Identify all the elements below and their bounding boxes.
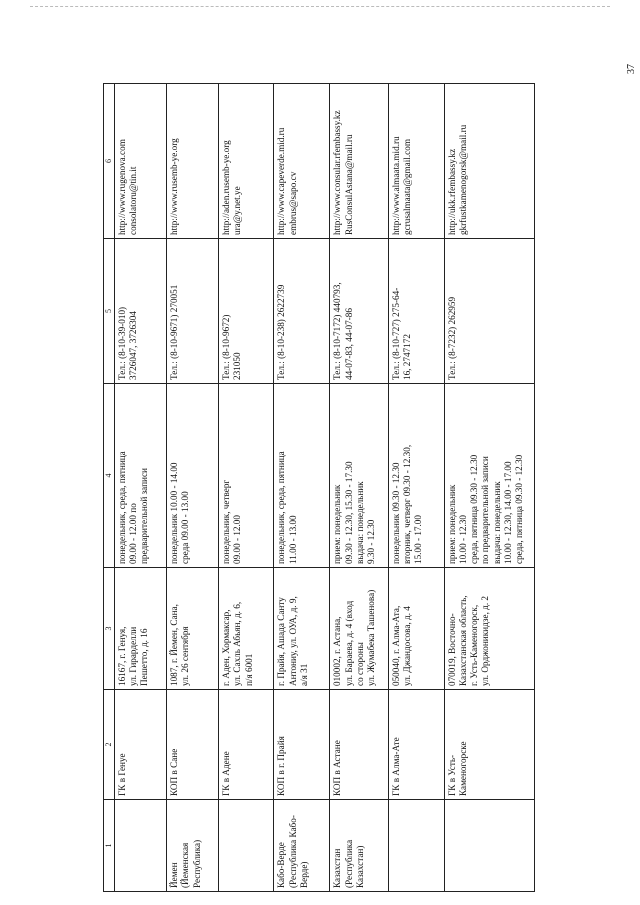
address-cell: [115, 568, 167, 690]
cell-line[interactable]: http://ukk.rfembassy.kz: [446, 148, 457, 235]
cell-line: понедельник 10.00 - 14.00: [169, 462, 180, 564]
cell-line: понедельник, среда, пятница: [117, 451, 127, 564]
phone-cell: [115, 239, 167, 384]
cell-line: г. Усть-Каменогорск,: [469, 604, 480, 686]
table-row: [330, 84, 388, 892]
cell-line: ул. Жумабека Ташенова): [366, 589, 377, 686]
office-cell: [444, 690, 534, 800]
table-row: [444, 84, 534, 892]
cell-line: Казахстан): [354, 845, 365, 888]
scan-edge: [30, 6, 610, 7]
cell-line: 15.00 - 17.00: [413, 515, 424, 564]
cell-line: Каменогорске: [457, 741, 468, 796]
column-header: 6: [104, 84, 115, 239]
address-cell: [444, 568, 534, 690]
office-cell: [219, 690, 274, 800]
country-cell: [388, 800, 444, 892]
phone-cell: [167, 239, 219, 384]
cell-line: Йемен: [169, 862, 180, 888]
phone-cell: [444, 239, 534, 384]
cell-line: 09.00 - 12.00 по: [128, 503, 139, 564]
cell-line: ул. Джандосова, д. 4: [401, 606, 412, 686]
contact-cell: [388, 84, 444, 239]
contact-cell: [167, 84, 219, 239]
cell-line[interactable]: RusConsulAstana@mail.ru: [343, 134, 354, 235]
table-body: [115, 84, 535, 892]
cell-line: среда, пятница 09.30 - 12.30: [469, 454, 480, 564]
cell-line: среда, пятница 09.30 - 12.30: [514, 454, 525, 564]
country-cell: [167, 800, 219, 892]
hours-cell: [330, 384, 388, 568]
phone-cell: [388, 239, 444, 384]
cell-line: (Йеменская: [180, 842, 191, 888]
office-cell: [274, 690, 330, 800]
phone-cell: [274, 239, 330, 384]
cell-line[interactable]: http://aden.rusemb-ye.org: [221, 140, 232, 235]
cell-line: 09.00 - 12.00: [232, 515, 243, 564]
cell-line: Тел.: (8-10-7172) 440793,: [332, 282, 343, 380]
cell-line: со стороны: [354, 642, 365, 686]
table-row: [167, 84, 219, 892]
cell-line: Казахстанская область,: [457, 595, 468, 686]
cell-line: Пешетто, д. 16: [139, 628, 150, 686]
cell-line[interactable]: ura@y.net.ye: [232, 186, 243, 235]
contact-cell: [274, 84, 330, 239]
cell-line[interactable]: http://www.rugenova.com: [117, 139, 127, 235]
table-row: [219, 84, 274, 892]
cell-line: 44-07-83, 44-07-86: [343, 308, 354, 380]
table-row: [274, 84, 330, 892]
cell-line: ГК в Усть-: [446, 754, 457, 796]
cell-line: ул. Сахль Абьян, д. 6,: [232, 601, 243, 686]
country-cell: [330, 800, 388, 892]
cell-line: Казахстан: [332, 848, 343, 888]
cell-line[interactable]: gkrfustkamenogorsk@mail.ru: [457, 124, 468, 235]
cell-line[interactable]: http://www.almaata.mid.ru: [390, 136, 401, 235]
table-row: [115, 84, 167, 892]
cell-line: Кабо-Верде: [276, 842, 287, 888]
cell-line[interactable]: embrus@sapo.cv: [287, 171, 298, 235]
cell-line: Верде): [298, 861, 309, 888]
cell-line: 050040, г. Алма-Ата,: [390, 605, 401, 686]
cell-line: Антониу, ул. ОУА, д. 9,: [287, 596, 298, 686]
cell-line: прием: понедельник: [446, 484, 457, 564]
cell-line: Тел.: (8-10-238) 2622739: [276, 284, 287, 380]
cell-line: КОП в Астане: [332, 740, 343, 796]
cell-line: 070019, Восточно-: [446, 613, 457, 686]
cell-line: 9.30 - 12.30: [366, 519, 377, 564]
cell-line[interactable]: http://www.consular.rfembassy.kz: [332, 110, 343, 235]
cell-line: г. Аден, Хормаксар,: [221, 609, 232, 686]
office-cell: [330, 690, 388, 800]
cell-line: прием: понедельник: [332, 484, 343, 564]
cell-line: г. Прайя, Ашада Санту: [276, 597, 287, 686]
contact-cell: [219, 84, 274, 239]
cell-line: 010002, г. Астана,: [332, 616, 343, 686]
cell-line: выдача: понедельник: [491, 481, 502, 564]
hours-cell: [219, 384, 274, 568]
cell-line: КОП в Сане: [169, 748, 180, 796]
address-cell: [219, 568, 274, 690]
cell-line: 3726047, 3726304: [128, 311, 139, 380]
address-cell: [167, 568, 219, 690]
cell-line: (Республика Кабо-: [287, 815, 298, 888]
cell-line: 231050: [232, 352, 243, 380]
office-cell: [167, 690, 219, 800]
country-cell: [444, 800, 534, 892]
cell-line: понедельник, среда, пятница: [276, 451, 287, 564]
hours-cell: [115, 384, 167, 568]
cell-line: 10.00 - 12.30, 14.00 - 17.00: [502, 461, 513, 564]
cell-line: 09.30 - 12.30, 15.30 - 17.30: [343, 461, 354, 564]
contact-cell: [115, 84, 167, 239]
cell-line: КОП в г. Прайя: [276, 736, 287, 796]
cell-line[interactable]: http://www.rusemb-ye.org: [169, 138, 180, 235]
cell-line: понедельник, четверг: [221, 479, 232, 564]
cell-line: по предварительной записи: [480, 456, 491, 564]
header-row: [104, 84, 115, 892]
address-cell: [330, 568, 388, 690]
cell-line: п/я 6001: [243, 653, 254, 686]
cell-line: Тел.: (8-10-9672): [221, 314, 232, 380]
cell-line[interactable]: consolatoru@tin.it: [128, 166, 139, 235]
contact-cell: [444, 84, 534, 239]
country-cell: [274, 800, 330, 892]
cell-line: 16167, г. Генуя,: [117, 626, 127, 686]
column-header: 5: [104, 239, 115, 384]
hours-cell: [388, 384, 444, 568]
rotated-table-container: [103, 84, 535, 892]
table-row: [388, 84, 444, 892]
cell-line: а/я 31: [298, 663, 309, 686]
cell-line: Тел.: (8-10-9671) 270051: [169, 284, 180, 380]
cell-line[interactable]: http://www.capeverde.mid.ru: [276, 127, 287, 235]
phone-cell: [219, 239, 274, 384]
cell-line: ГК в Алма-Ате: [390, 737, 401, 796]
office-cell: [388, 690, 444, 800]
cell-line: 16, 2747172: [401, 334, 412, 380]
cell-line: 1087, г. Йемен, Сана,: [169, 604, 180, 686]
office-cell: [115, 690, 167, 800]
address-cell: [388, 568, 444, 690]
cell-line: среда 09.00 - 13.00: [180, 491, 191, 564]
country-cell: [219, 800, 274, 892]
cell-line: выдача: понедельник: [354, 481, 365, 564]
cell-line: ул. Орджоникидзе, д. 2: [480, 595, 491, 686]
cell-line: Тел.: (8-7232) 262959: [446, 296, 457, 380]
consular-offices-table: [103, 83, 535, 892]
cell-line: понедельник 09.30 - 12.30: [390, 462, 401, 564]
cell-line: ул. 26 сентября: [180, 626, 191, 686]
cell-line: 11.00 - 13.00: [287, 515, 298, 564]
cell-line: (Республика: [343, 839, 354, 888]
column-header: 1: [104, 800, 115, 892]
cell-line: ул. Гирарделли: [128, 626, 139, 686]
cell-line: Республика): [191, 839, 202, 888]
page-number: 37: [626, 64, 637, 74]
cell-line: Тел.: (8-10-727) 275-64-: [390, 287, 401, 380]
cell-line: ГК в Генуе: [117, 753, 127, 796]
column-header: 4: [104, 384, 115, 568]
contact-cell: [330, 84, 388, 239]
cell-line[interactable]: gcrusalmaata@gmail.com: [401, 139, 412, 235]
country-cell: [115, 800, 167, 892]
phone-cell: [330, 239, 388, 384]
column-header: 2: [104, 690, 115, 800]
cell-line: 10.00 - 12.30: [457, 515, 468, 564]
address-cell: [274, 568, 330, 690]
cell-line: ГК в Адене: [221, 751, 232, 796]
hours-cell: [274, 384, 330, 568]
column-header: 3: [104, 568, 115, 690]
cell-line: Тел.: (8-10-39-010): [117, 306, 127, 380]
cell-line: вторник, четверг 09.30 - 12.30,: [401, 444, 412, 564]
hours-cell: [167, 384, 219, 568]
hours-cell: [444, 384, 534, 568]
cell-line: предварительной записи: [139, 468, 150, 564]
cell-line: ул. Бараева, д. 4 (вход: [343, 600, 354, 686]
